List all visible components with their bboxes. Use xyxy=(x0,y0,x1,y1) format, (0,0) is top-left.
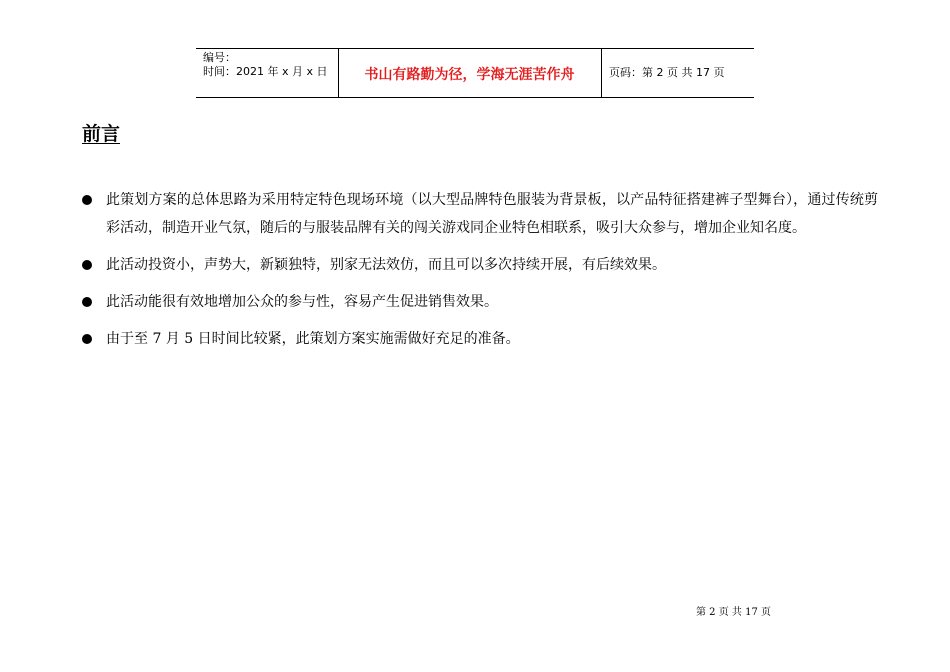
motto-text: 书山有路勤为径，学海无涯苦作舟 xyxy=(364,67,575,83)
date-text: 时间：2021 年 x 月 x 日 xyxy=(203,65,328,78)
list-item-text: 由于至 7 月 5 日时间比较紧，此策划方案实施需做好充足的准备。 xyxy=(106,331,520,347)
bullet-dot-icon xyxy=(82,297,92,307)
list-item xyxy=(78,186,878,242)
list-item-text: 此活动投资小，声势大，新颖独特，别家无法效仿，而且可以多次持续开展，有后续效果。 xyxy=(106,257,666,273)
header-info-cell xyxy=(196,49,339,97)
header-motto-cell xyxy=(338,49,602,97)
list-item-text: 此活动能很有效地增加公众的参与性，容易产生促进销售效果。 xyxy=(106,294,498,310)
header-page-cell xyxy=(602,49,754,97)
section-title: 前言 xyxy=(82,123,121,145)
list-item xyxy=(78,325,878,353)
footer-page-number: 第 2 页 共 17 页 xyxy=(696,607,771,618)
bullet-dot-icon xyxy=(82,260,92,270)
header-table xyxy=(196,48,754,98)
bullet-dot-icon xyxy=(82,334,92,344)
list-item-text: 此策划方案的总体思路为采用特定特色现场环境（以大型品牌特色服装为背景板，以产品特征搭建裤子型舞台），通过传统剪彩活动，制造开业气氛，随后的与服装品牌有关的闯关游戏同企业特色相联系，吸引大众参与，增加企业知名度。 xyxy=(106,192,878,236)
list-item xyxy=(78,251,878,279)
bullet-dot-icon xyxy=(82,195,92,205)
number-label: 编号： xyxy=(203,51,236,64)
list-item xyxy=(78,288,878,316)
bullet-list xyxy=(78,186,878,362)
header-page-number: 页码：第 2 页 共 17 页 xyxy=(609,66,725,79)
